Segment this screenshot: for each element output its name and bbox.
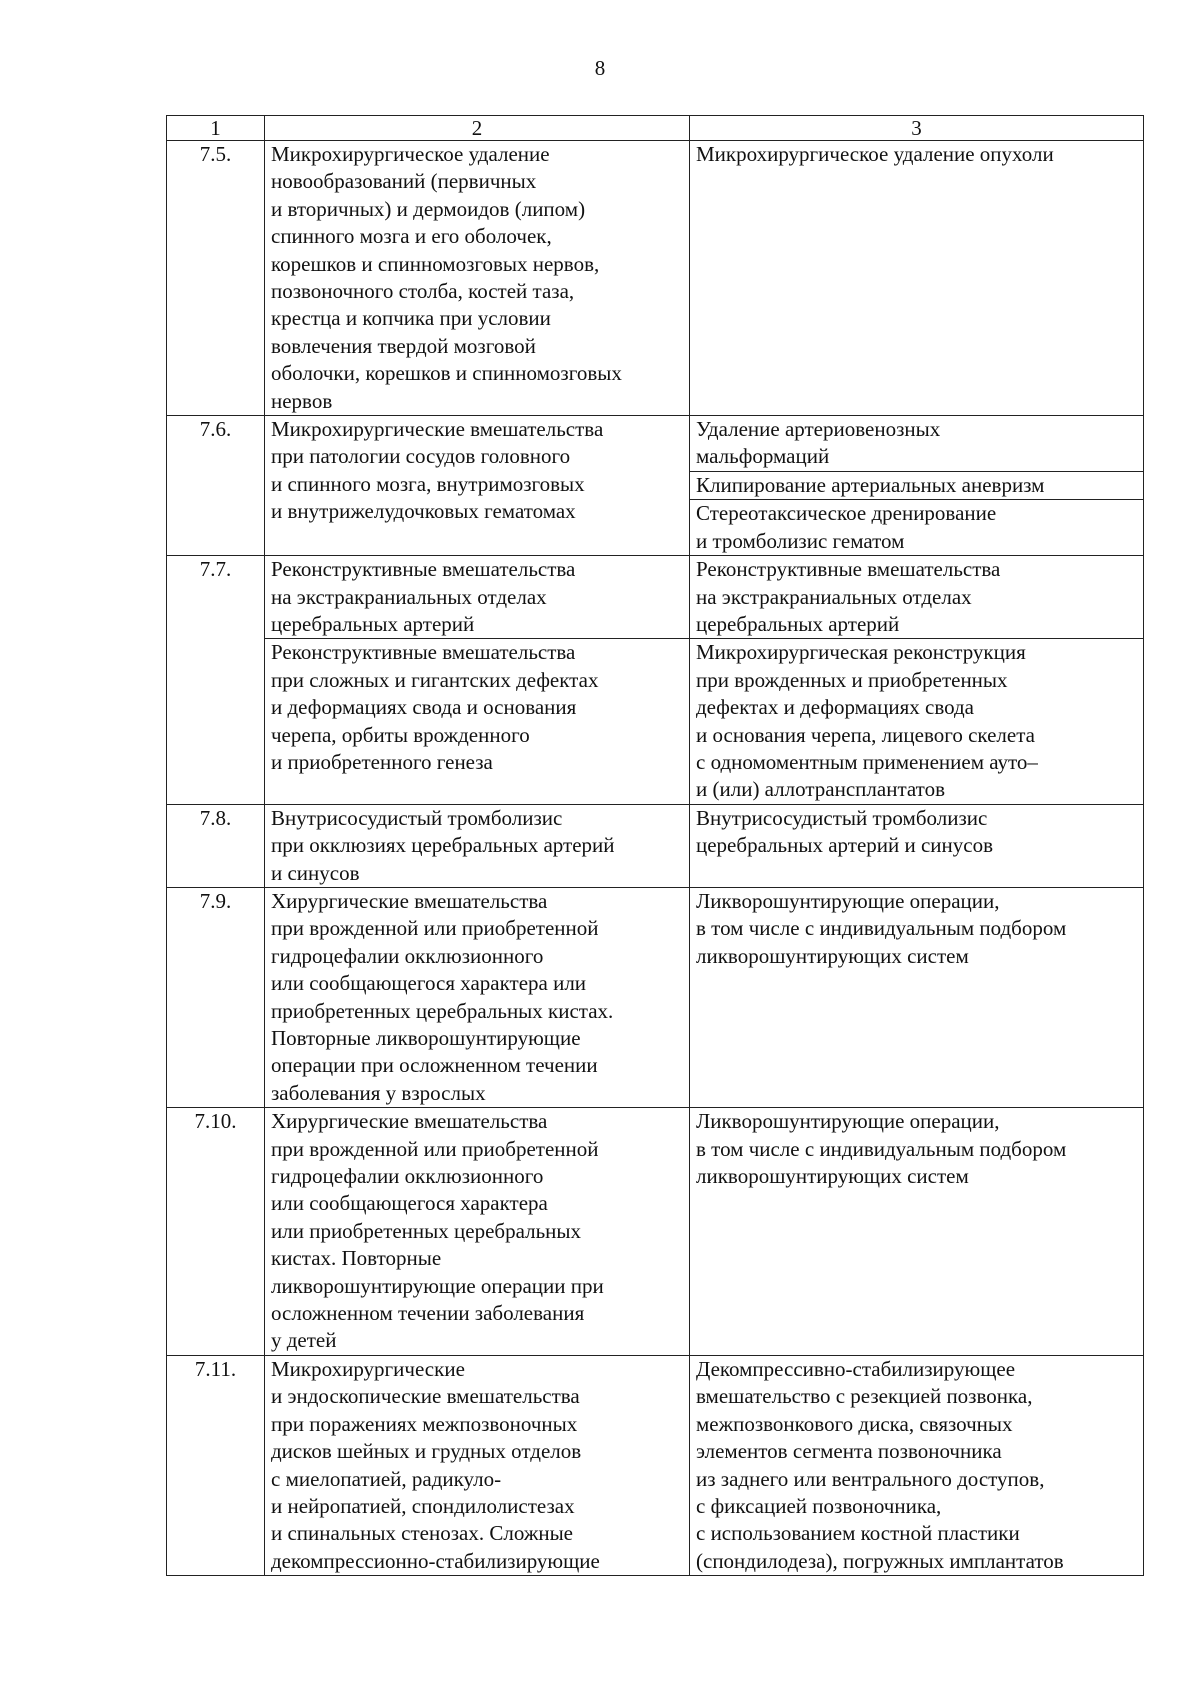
procedures-table	[166, 115, 1144, 1576]
treatment-direction: Хирургические вмешательства при врожденной или приобретенной гидроцефалии окклюзионного или сообщающегося характера или приобретенных церебральных кистах. Повторные ликворошунтирующие операции при осложненном течении заболевания у взрослых	[265, 887, 690, 1107]
treatment-method: Удаление артериовенозных мальформаций	[690, 416, 1144, 472]
treatment-method: Клипирование артериальных аневризм	[690, 471, 1144, 499]
table-row	[167, 1355, 1144, 1575]
row-number: 7.9.	[167, 887, 265, 1107]
treatment-direction: Реконструктивные вмешательства при сложных и гигантских дефектах и деформациях свода и основания черепа, орбиты врожденного и приобретенного генеза	[265, 639, 690, 804]
treatment-direction: Хирургические вмешательства при врожденной или приобретенной гидроцефалии окклюзионного или сообщающегося характера или приобретенных церебральных кистах. Повторные ликворошунтирующие операции при осложненном течении заболевания у детей	[265, 1108, 690, 1356]
treatment-method: Микрохирургическое удаление опухоли	[690, 141, 1144, 416]
treatment-method: Микрохирургическая реконструкция при врожденных и приобретенных дефектах и деформациях свода и основания черепа, лицевого скелета с одномоментным применением ауто– и (или) аллотрансплантатов	[690, 639, 1144, 804]
treatment-method: Стереотаксическое дренирование и тромболизис гематом	[690, 500, 1144, 556]
treatment-method: Реконструктивные вмешательства на экстракраниальных отделах церебральных артерий	[690, 556, 1144, 639]
table-row	[167, 1108, 1144, 1356]
row-number: 7.8.	[167, 804, 265, 887]
treatment-method: Внутрисосудистый тромболизис церебральных артерий и синусов	[690, 804, 1144, 887]
column-header-3: 3	[690, 116, 1144, 141]
row-number: 7.6.	[167, 416, 265, 556]
column-header-2: 2	[265, 116, 690, 141]
treatment-direction: Реконструктивные вмешательства на экстракраниальных отделах церебральных артерий	[265, 556, 690, 639]
table-row	[167, 887, 1144, 1107]
table-row	[167, 141, 1144, 416]
treatment-method: Декомпрессивно-стабилизирующее вмешательство с резекцией позвонка, межпозвонкового диска, связочных элементов сегмента позвоночника из заднего или вентрального доступов, с фиксацией позвоночника, с использованием костной пластики (спондилодеза), погружных имплантатов	[690, 1355, 1144, 1575]
column-header-1: 1	[167, 116, 265, 141]
treatment-method: Ликворошунтирующие операции, в том числе с индивидуальным подбором ликворошунтирующих систем	[690, 887, 1144, 1107]
table-header-row	[167, 116, 1144, 141]
treatment-direction: Микрохирургическое удаление новообразований (первичных и вторичных) и дермоидов (липом) спинного мозга и его оболочек, корешков и спинномозговых нервов, позвоночного столба, костей таза, крестца и копчика при условии вовлечения твердой мозговой оболочки, корешков и спинномозговых нервов	[265, 141, 690, 416]
treatment-direction: Микрохирургические и эндоскопические вмешательства при поражениях межпозвоночных дисков шейных и грудных отделов с миелопатией, радикуло- и нейропатией, спондилолистезах и спинальных стенозах. Сложные декомпрессионно-стабилизирующие	[265, 1355, 690, 1575]
treatment-direction: Внутрисосудистый тромболизис при окклюзиях церебральных артерий и синусов	[265, 804, 690, 887]
row-number: 7.5.	[167, 141, 265, 416]
row-number: 7.7.	[167, 556, 265, 805]
table-row	[167, 416, 1144, 472]
row-number: 7.10.	[167, 1108, 265, 1356]
table-row	[167, 556, 1144, 639]
page-number: 8	[594, 56, 606, 80]
treatment-direction: Микрохирургические вмешательства при патологии сосудов головного и спинного мозга, внутримозговых и внутрижелудочковых гематомах	[265, 416, 690, 556]
table-subrow	[167, 639, 1144, 804]
treatment-method: Ликворошунтирующие операции, в том числе с индивидуальным подбором ликворошунтирующих систем	[690, 1108, 1144, 1356]
table-row	[167, 804, 1144, 887]
row-number: 7.11.	[167, 1355, 265, 1575]
